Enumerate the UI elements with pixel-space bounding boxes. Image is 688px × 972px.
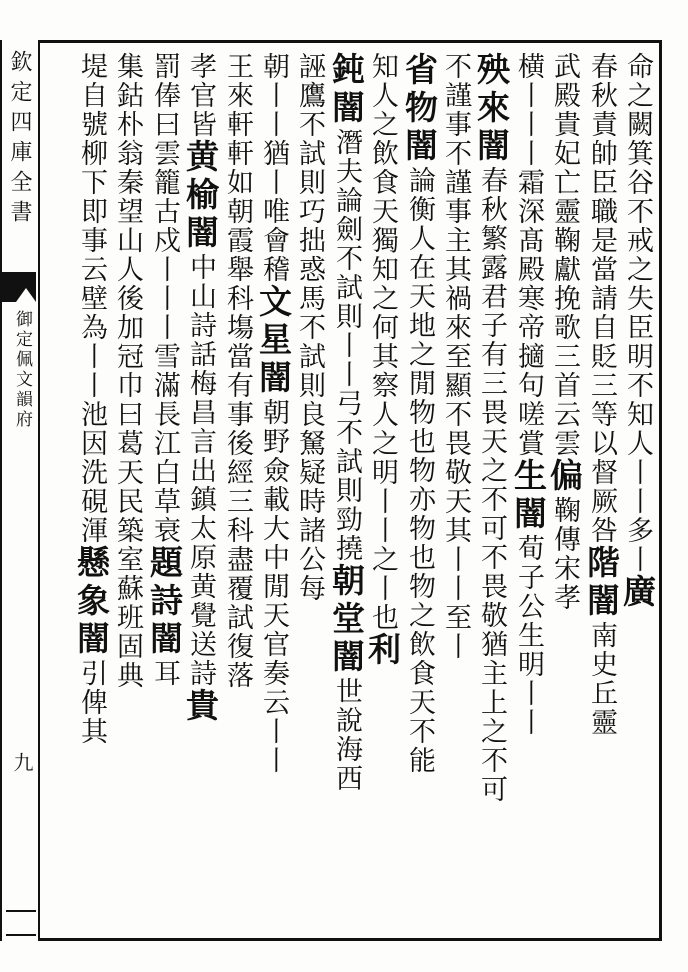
entry-headword: 殃來闇 [472, 52, 511, 166]
text-column [106, 52, 148, 932]
frame-bottom-border [38, 938, 660, 941]
text-column [70, 52, 112, 932]
entry-headword: 利 [363, 632, 402, 670]
entry-headword: 朝堂闇 [327, 563, 366, 677]
frame-top-border [38, 40, 660, 43]
strip-title: 欽定四庫全書 [7, 50, 32, 230]
entry-text: 誣鷹不試則巧拙惑馬不試則良駑疑 [294, 52, 325, 487]
entry-text: 孝官皆 [185, 52, 216, 139]
entry-text: 朝丨丨猶丨唯會稽 [258, 52, 289, 284]
strip-edge [0, 40, 2, 941]
entry-headword: 文星闇 [254, 284, 293, 398]
entry-text: 南史丘靈 [586, 621, 617, 737]
entry-text: 不謹事不謹事主其禍來至顯不畏敬天其丨丨至丨 [440, 52, 471, 661]
entry-text: 世說海西 [331, 677, 362, 793]
text-column [434, 52, 476, 932]
entry-text: 鞠傳宋孝 [549, 496, 580, 612]
entry-text: 知人之飲食天獨知之何其察人之明丨丨之丨也 [367, 52, 398, 632]
text-column [543, 52, 585, 932]
entry-text: 堤自號柳下即事云壁為丨丨池因洗硯渾 [76, 52, 107, 545]
entry-headword: 生闇 [509, 458, 548, 534]
entry-text: 潛夫論劍不試則丨丨弓不試則勁撓 [331, 128, 362, 563]
entry-text: 中山詩話梅昌言出鎮太原黄覺送詩 [185, 253, 216, 688]
text-column [288, 52, 330, 932]
text-column [398, 52, 440, 932]
entry-text: 春秋責帥臣職是當請自貶三等以督厥咎 [586, 52, 617, 545]
entry-text: 荀子公生明丨丨 [513, 534, 544, 737]
entry-text: 春秋繁露君子有三畏天之不可不畏敬猶主上之不可 [476, 166, 507, 804]
entry-headword: 鈍闇 [327, 52, 366, 128]
text-column [580, 52, 622, 932]
entry-headword: 偏 [545, 458, 584, 496]
entry-text: 王來軒軒如朝霞舉 [222, 52, 253, 284]
strip-book-title: 御定佩文韻府 [12, 310, 32, 430]
entry-text: 耳 [149, 659, 180, 688]
entry-text: 集鈷朴翁秦望山人後加冠巾曰葛天民築室蘇 [112, 52, 143, 603]
text-column [616, 52, 658, 932]
entry-text: 横丨丨丨霜深髙殿寒帝擿句嗟賞 [513, 52, 544, 458]
text-column [325, 52, 367, 932]
entry-headword: 黄榆闇 [181, 139, 220, 253]
entry-text: 時諸公每 [294, 487, 325, 603]
text-column [361, 52, 403, 932]
entry-headword: 省物闇 [400, 52, 439, 166]
entry-text: 曰雲籠古戍丨丨丨雪滿長江白草衰 [149, 110, 180, 545]
entry-text: 朝野僉載大中閒天官奏云丨丨 [258, 398, 289, 775]
text-column [470, 52, 512, 932]
entry-text: 科塲當有事後經三科盡覆試復落 [222, 284, 253, 690]
text-column [179, 52, 221, 932]
entry-text: 罰俸 [149, 52, 180, 110]
entry-text: 引俾其 [76, 659, 107, 746]
entry-text: 命之闕箕谷不戒之失臣明不知人丨丨多丨 [622, 52, 653, 574]
frame-left-border [38, 40, 40, 941]
text-column [143, 52, 185, 932]
entry-headword: 懸象闇 [72, 545, 111, 659]
frame-right-border [659, 40, 662, 941]
strip-bottom-mark [6, 910, 36, 936]
text-column [507, 52, 549, 932]
entry-text: 論衡人在天地之閒物也物亦物也物之飲食天不能 [404, 166, 435, 775]
entry-text: 武殿貴妃亡靈鞠獻挽歌三首云雲 [549, 52, 580, 458]
entry-text: 班固典 [112, 603, 143, 690]
text-column [252, 52, 294, 932]
entry-headword: 題詩闇 [145, 545, 184, 659]
fish-tail-notch [16, 288, 36, 302]
text-column [216, 52, 258, 932]
page-number: 九 [10, 752, 34, 772]
entry-headword: 貴 [181, 688, 220, 726]
entry-headword: 廣 [618, 574, 657, 612]
entry-headword: 階闇 [582, 545, 621, 621]
